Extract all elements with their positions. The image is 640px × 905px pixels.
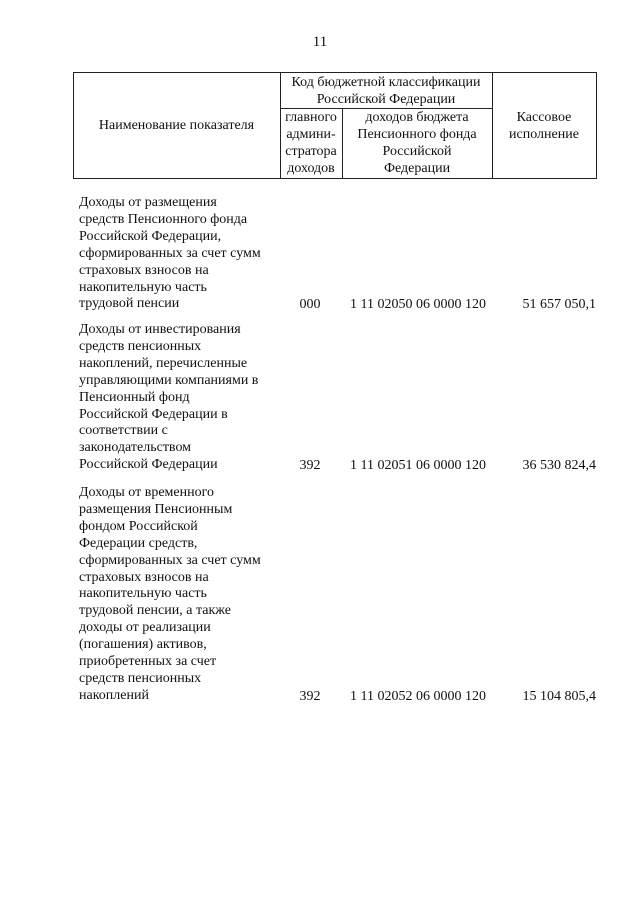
indicator-name-line: Российской Федерации в	[79, 406, 228, 422]
indicator-name-line: управляющими компаниями в	[79, 372, 259, 388]
header-admin-line: админи-	[286, 127, 336, 142]
indicator-name-line: (погашения) активов,	[79, 637, 207, 653]
header-budget-classification	[280, 74, 492, 108]
indicator-name-line: приобретенных за счет	[79, 654, 217, 670]
admin-code: 392	[299, 689, 321, 705]
income-code: 1 11 02052 06 0000 120	[350, 689, 486, 705]
header-top-border	[73, 72, 597, 73]
header-admin-line: главного	[285, 110, 337, 125]
indicator-name-line: Пенсионный фонд	[79, 389, 190, 405]
header-admin-line: доходов	[287, 161, 335, 176]
indicator-name-line: накоплений	[79, 687, 149, 703]
page-number: 11	[312, 34, 328, 50]
execution-amount: 51 657 050,1	[522, 297, 596, 313]
indicator-name-line: Федерации средств,	[79, 535, 198, 551]
indicator-name-line: Российской Федерации,	[79, 228, 222, 244]
indicator-name-line: трудовой пенсии	[79, 296, 180, 312]
table-row	[0, 195, 640, 314]
indicator-name-line: размещения Пенсионным	[79, 501, 233, 517]
header-right-border	[596, 72, 597, 179]
header-group-line: Код бюджетной классификации	[291, 75, 481, 90]
indicator-name-line: страховых взносов на	[79, 569, 209, 585]
table-header	[73, 72, 597, 179]
indicator-name-line: трудовой пенсии, а также	[79, 603, 231, 619]
execution-amount: 36 530 824,4	[522, 458, 596, 474]
indicator-name-line: доходы от реализации	[79, 620, 211, 636]
header-income-line: доходов бюджета	[365, 110, 469, 125]
indicator-name-line: сформированных за счет сумм	[79, 245, 261, 261]
indicator-name-line: соответствии с	[79, 423, 168, 439]
indicator-name-line: страховых взносов на	[79, 262, 209, 278]
indicator-name-line: средств пенсионных	[79, 670, 202, 686]
admin-code: 392	[299, 458, 321, 474]
header-group-line: Российской Федерации	[316, 92, 456, 107]
header-income-column	[342, 109, 492, 177]
indicator-name-line: накопительную часть	[79, 586, 207, 602]
income-code: 1 11 02051 06 0000 120	[350, 458, 486, 474]
indicator-name-line: накоплений, перечисленные	[79, 355, 248, 371]
header-income-line: Федерации	[383, 161, 451, 176]
execution-amount: 15 104 805,4	[522, 689, 596, 705]
header-bottom-border	[73, 178, 597, 179]
indicator-name-line: Российской Федерации	[79, 457, 218, 473]
indicator-name	[79, 195, 279, 313]
header-exec-line: Кассовое	[516, 110, 572, 125]
indicator-name-line: Доходы от размещения	[79, 195, 217, 210]
indicator-name-line: Доходы от временного	[79, 485, 215, 500]
indicator-name-line: Доходы от инвестирования	[79, 322, 241, 337]
header-name-column: Наименование показателя	[98, 118, 255, 133]
header-admin-line: стратора	[285, 144, 337, 159]
header-income-line: Пенсионного фонда	[357, 127, 477, 142]
header-income-line: Российской	[382, 144, 452, 159]
table-row	[0, 322, 640, 475]
indicator-name	[79, 485, 279, 705]
header-admin-column	[280, 109, 342, 177]
indicator-name	[79, 322, 279, 474]
admin-code: 000	[299, 297, 321, 313]
income-code: 1 11 02050 06 0000 120	[350, 297, 486, 313]
header-execution-column	[492, 109, 596, 143]
indicator-name-line: накопительную часть	[79, 279, 207, 295]
indicator-name-line: фондом Российской	[79, 518, 198, 534]
header-exec-line: исполнение	[509, 127, 579, 142]
indicator-name-line: законодательством	[79, 440, 192, 456]
indicator-name-line: средств пенсионных	[79, 338, 202, 354]
table-row	[0, 485, 640, 706]
indicator-name-line: сформированных за счет сумм	[79, 552, 261, 568]
indicator-name-line: средств Пенсионного фонда	[79, 211, 248, 227]
